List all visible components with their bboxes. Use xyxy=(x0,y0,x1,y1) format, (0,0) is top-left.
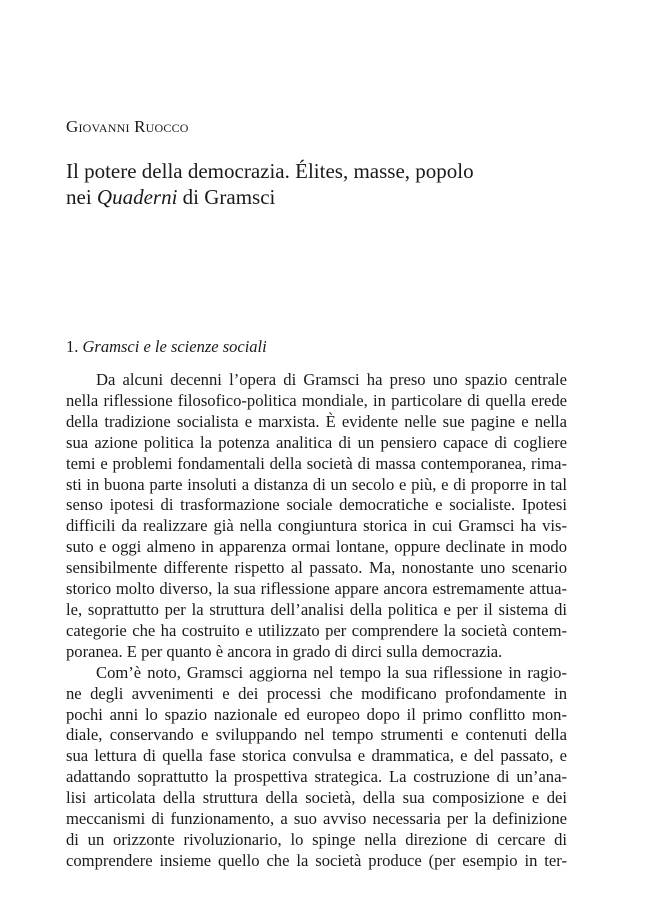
body-line: comprendere insieme quello che la società produce (per esempio in ter- xyxy=(66,850,567,870)
body-line: temi e problemi fondamentali della società di massa contemporanea, rima- xyxy=(66,453,567,473)
body-line: di un orizzonte rivoluzionario, lo spinge nella direzione di cercare di xyxy=(66,829,567,849)
body-line: sua lettura di quella fase storica convulsa e drammatica, e del passato, e xyxy=(66,746,567,766)
body-line: sua azione politica la potenza analitica di un pensiero capace di cogliere xyxy=(66,432,567,452)
body-text xyxy=(66,370,567,872)
chapter-title-line-2-pre: nei xyxy=(66,185,97,209)
body-line: storico molto diverso, la sua riflessione appare ancora estremamente attua- xyxy=(66,579,567,599)
author-name: Giovanni Ruocco xyxy=(66,117,189,136)
body-line: le, soprattutto per la struttura dell’analisi della politica e per il sistema di xyxy=(66,599,567,619)
body-line: categorie che ha costruito e utilizzato per comprendere la società contem- xyxy=(66,620,567,640)
body-line: sensibilmente differente rispetto al passato. Ma, nonostante uno scenario xyxy=(66,558,567,578)
body-line: Com’è noto, Gramsci aggiorna nel tempo la sua riflessione in ragio- xyxy=(96,662,567,682)
body-line: della tradizione socialista e marxista. È evidente nelle sue pagine e nella xyxy=(66,411,567,431)
body-line: pochi anni lo spazio nazionale ed europeo dopo il primo conflitto mon- xyxy=(66,704,567,724)
chapter-title xyxy=(66,158,586,210)
body-line: diale, conservando e sviluppando nel tempo strumenti e contenuti della xyxy=(66,725,567,745)
section-title: Gramsci e le scienze sociali xyxy=(82,337,267,356)
body-line: senso ipotesi di trasformazione sociale democratiche e socialiste. Ipotesi xyxy=(66,495,567,515)
body-line: poranea. E per quanto è ancora in grado di dirci sulla democrazia. xyxy=(66,641,503,661)
body-line: lisi articolata della struttura della società, della sua composizione e dei xyxy=(66,788,567,808)
chapter-title-italic-work: Quaderni xyxy=(96,185,178,209)
chapter-title-line-1: Il potere della democrazia. Élites, masse, popolo xyxy=(66,159,474,183)
body-line: meccanismi di funzionamento, a suo avviso necessaria per la definizione xyxy=(66,809,567,829)
body-line: ne degli avvenimenti e dei processi che modificano profondamente in xyxy=(66,683,567,703)
body-line: sti in buona parte insoluti a distanza di un secolo e più, e di proporre in tal xyxy=(66,474,567,494)
body-line: suto e oggi almeno in apparenza ormai lontane, oppure declinate in modo xyxy=(66,537,567,557)
body-line: difficili da realizzare già nella congiuntura storica in cui Gramsci ha vis- xyxy=(66,516,567,536)
section-heading xyxy=(66,337,267,357)
chapter-title-line-2-post: di Gramsci xyxy=(177,185,276,209)
body-line: Da alcuni decenni l’opera di Gramsci ha preso uno spazio centrale xyxy=(96,370,567,389)
body-line: adattando soprattutto la prospettiva strategica. La costruzione di un’ana- xyxy=(66,767,567,787)
section-number: 1. xyxy=(66,337,83,356)
body-line: nella riflessione filosofico-politica mondiale, in particolare di quella erede xyxy=(66,390,567,410)
